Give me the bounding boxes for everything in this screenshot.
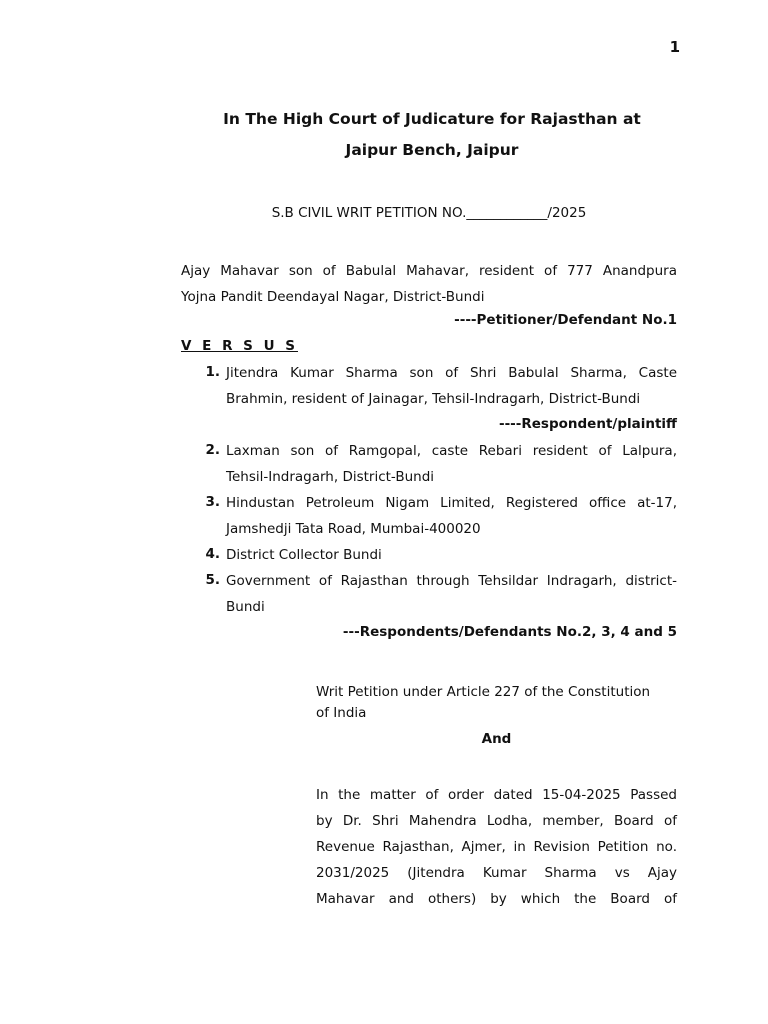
petitioner-line-1: Ajay Mahavar son of Babulal Mahavar, resident of 777 Anandpura: [181, 263, 677, 279]
and-connector: And: [481, 731, 512, 747]
page-number: 1: [669, 38, 680, 56]
respondent-line: Jamshedji Tata Road, Mumbai-400020: [226, 521, 481, 537]
respondent-item: [226, 542, 677, 568]
matter-paragraph: [316, 782, 677, 912]
matter-line: 2031/2025 (Jitendra Kumar Sharma vs Ajay: [316, 865, 677, 881]
petition-number: S.B CIVIL WRIT PETITION NO.____________/2025: [271, 205, 587, 221]
matter-line: In the matter of order dated 15-04-2025 Passed: [316, 787, 677, 803]
versus-heading: V E R S U S: [181, 338, 298, 354]
respondent-item: [226, 490, 677, 542]
respondent-line: Jitendra Kumar Sharma son of Shri Babulal Sharma, Caste: [226, 365, 677, 381]
respondent-role: ----Respondent/plaintiff: [498, 416, 677, 432]
petitioner-line-2: Yojna Pandit Deendayal Nagar, District-Bundi: [181, 289, 485, 305]
respondent-number: 5.: [205, 572, 220, 588]
respondent-number: 2.: [205, 442, 220, 458]
respondent-item: [226, 360, 677, 412]
respondent-number: 3.: [205, 494, 220, 510]
respondent-item: [226, 438, 677, 490]
petitioner-details: [181, 258, 677, 310]
respondent-line: Hindustan Petroleum Nigam Limited, Registered office at-17,: [226, 495, 677, 511]
writ-line-1: Writ Petition under Article 227 of the Constitution: [316, 684, 651, 700]
respondents-role: ---Respondents/Defendants No.2, 3, 4 and 5: [342, 624, 677, 640]
respondent-line: Bundi: [226, 599, 265, 615]
court-title-line-2: Jaipur Bench, Jaipur: [345, 141, 519, 159]
respondent-item: [226, 568, 677, 620]
petitioner-role: ----Petitioner/Defendant No.1: [454, 312, 677, 328]
respondent-number: 4.: [205, 546, 220, 562]
respondent-number: 1.: [205, 364, 220, 380]
respondent-line: Brahmin, resident of Jainagar, Tehsil-Indragarh, District-Bundi: [226, 391, 641, 407]
matter-line: Revenue Rajasthan, Ajmer, in Revision Petition no.: [316, 839, 677, 855]
respondent-line: Government of Rajasthan through Tehsildar Indragarh, district-: [226, 573, 677, 589]
matter-line: Mahavar and others) by which the Board of: [316, 891, 677, 907]
writ-description: [316, 682, 677, 724]
respondent-line: Tehsil-Indragarh, District-Bundi: [226, 469, 435, 485]
respondent-line: Laxman son of Ramgopal, caste Rebari resident of Lalpura,: [226, 443, 677, 459]
matter-line: by Dr. Shri Mahendra Lodha, member, Board of: [316, 813, 677, 829]
writ-line-2: of India: [316, 705, 367, 721]
respondent-line: District Collector Bundi: [226, 547, 382, 563]
court-title-line-1: In The High Court of Judicature for Rajasthan at: [223, 110, 641, 128]
